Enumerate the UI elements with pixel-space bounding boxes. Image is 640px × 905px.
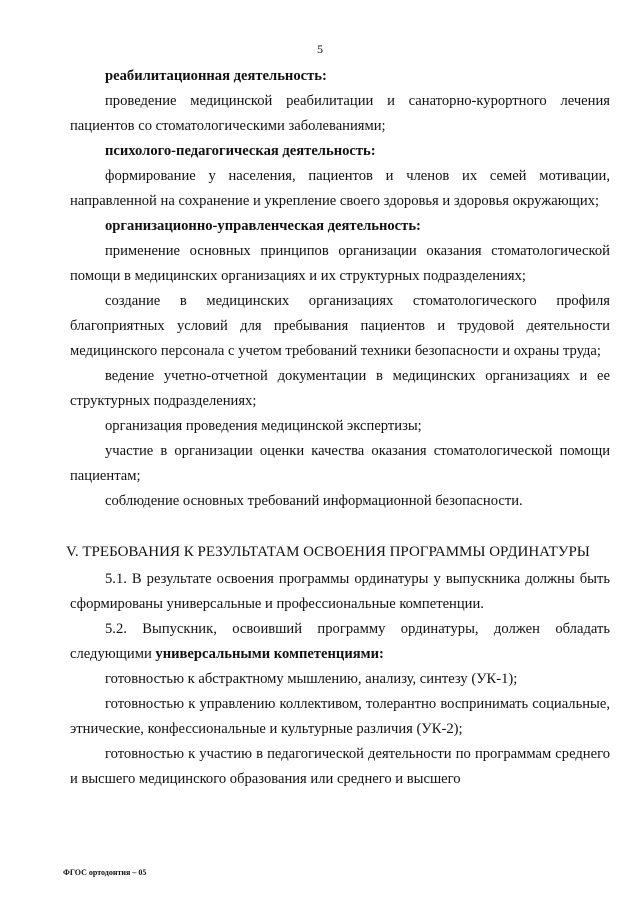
- page-number: 5: [317, 42, 323, 56]
- page-footer: ФГОС ортодонтия – 05: [63, 868, 147, 877]
- competency-item: готовностью к участию в педагогической деятельности по программам среднего и высшего медицинского образования или среднего и высшего: [70, 746, 610, 787]
- page-content: [66, 64, 610, 792]
- paragraph: формирование у населения, пациентов и членов их семей мотивации, направленной на сохранение и укрепление своего здоровья и здоровья окружающих;: [70, 168, 610, 209]
- universal-competencies-label: универсальными компетенциями:: [155, 646, 384, 662]
- paragraph: ведение учетно-отчетной документации в медицинских организациях и ее структурных подразделениях;: [70, 368, 610, 409]
- paragraph: применение основных принципов организации оказания стоматологической помощи в медицинских организациях и их структурных подразделениях;: [70, 243, 610, 284]
- section-heading-rehab: реабилитационная деятельность:: [105, 68, 327, 84]
- section-heading-psych: психолого-педагогическая деятельность:: [105, 143, 376, 159]
- paragraph: создание в медицинских организациях стоматологического профиля благоприятных условий для пребывания пациентов и трудовой деятельности медицинского персонала с учетом требований техники безопасности и охраны труда;: [70, 293, 610, 359]
- section-v-title: V. ТРЕБОВАНИЯ К РЕЗУЛЬТАТАМ ОСВОЕНИЯ ПРОГРАММЫ ОРДИНАТУРЫ: [66, 544, 590, 560]
- competency-item: готовностью к управлению коллективом, толерантно воспринимать социальные, этнические, конфессиональные и культурные различия (УК-2);: [70, 696, 610, 737]
- paragraph-5-2-text: 5.2. Выпускник, освоивший программу ординатуры, должен обладать следующими: [70, 621, 610, 662]
- section-heading-org: организационно-управленческая деятельность:: [105, 218, 421, 234]
- paragraph-5-1: 5.1. В результате освоения программы ординатуры у выпускника должны быть сформированы универсальные и профессиональные компетенции.: [70, 571, 610, 612]
- paragraph: проведение медицинской реабилитации и санаторно-курортного лечения пациентов со стоматологическими заболеваниями;: [70, 93, 610, 134]
- paragraph: участие в организации оценки качества оказания стоматологической помощи пациентам;: [70, 443, 610, 484]
- paragraph-5-2: [70, 617, 610, 667]
- paragraph: организация проведения медицинской экспертизы;: [105, 418, 422, 434]
- competency-item: готовностью к абстрактному мышлению, анализу, синтезу (УК-1);: [105, 671, 518, 687]
- paragraph: соблюдение основных требований информационной безопасности.: [105, 493, 523, 509]
